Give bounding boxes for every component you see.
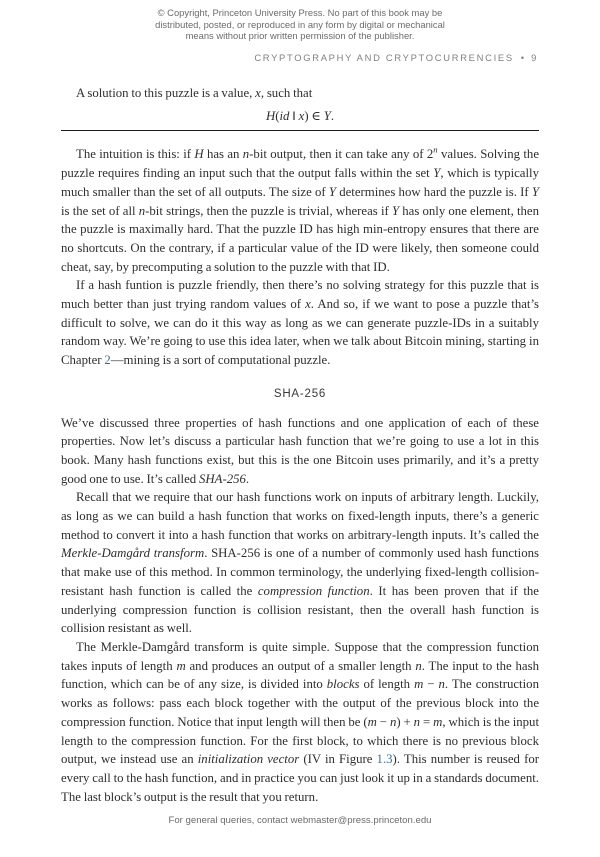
text-run: . The input to the hash function, which can be of any size, is divided into — [61, 658, 539, 692]
page-number: 9 — [531, 52, 538, 63]
text-run: of length — [359, 677, 415, 692]
text-run: , such that — [260, 86, 313, 100]
text-run: id — [279, 108, 290, 123]
text-run: n — [433, 145, 438, 156]
text-run: . — [330, 108, 335, 123]
text-run: − — [423, 677, 439, 692]
text-run: = — [420, 714, 434, 729]
text-run: compression function — [257, 583, 370, 598]
horizontal-rule — [61, 130, 539, 131]
text-run: A solution to this puzzle is a value, — [76, 86, 256, 100]
text-run: n — [389, 714, 397, 729]
math-formula — [61, 107, 539, 126]
text-run: initialization vector — [197, 752, 300, 767]
text-run: , which is typically much smaller than the set of all outputs. The size of — [61, 166, 539, 199]
text-run: has only one element, then the puzzle is maximally hard. That the puzzle ID has high min-entropy ensures that there are no shortcuts. On the contrary, if a particular value of the ID were likely, then someone could cheat, say, by precomputing a solution to the puzzle with that ID. — [61, 203, 539, 274]
text-run: m — [367, 714, 377, 729]
paragraph — [61, 276, 539, 370]
running-head-title: CRYPTOGRAPHY AND CRYPTOCURRENCIES — [254, 52, 514, 63]
text-run: m — [176, 658, 186, 673]
text-run: Y — [531, 184, 539, 199]
text-run: (IV in Figure — [299, 752, 377, 767]
paragraphs-before-heading — [61, 145, 539, 369]
paragraph — [61, 414, 539, 489]
text-run: ) + — [396, 714, 414, 729]
text-run: m — [414, 677, 424, 692]
text-run: , which is the input length to the compression function. For the first block, to which there is no previous block output, we instead use an — [61, 714, 539, 767]
text-run: values. Solving the puzzle requires finding an input such that the output falls within the set — [61, 147, 539, 181]
text-run: . And so, if we want to pose a puzzle that’s difficult to solve, we can do it this way as long as we can generate puzzle-IDs in a suitably random way. We’re going to use this idea later, when we talk about Bitcoin mining, starting in Chapter — [61, 297, 539, 368]
paragraph — [61, 488, 539, 638]
text-run: . The construction works as follows: pass each block together with the output of the previous block into the compression function. Notice that input length will then be ( — [61, 677, 539, 729]
copyright-line-2: distributed, posted, or reproduced in any form by digital or mechanical — [155, 18, 445, 30]
text-run: m — [433, 714, 443, 729]
text-run: H — [194, 147, 204, 162]
text-run: ). This number is reused for every call to the hash function, and in practice you can just look it up in a standards document. The last block’s output is the result that you return. — [61, 752, 539, 804]
text-run: The Merkle-Damgård transform is quite simple. Suppose that the compression function takes inputs of length — [61, 639, 539, 673]
text-run: n — [242, 147, 250, 162]
text-run: Y — [323, 108, 331, 123]
text-run: is the set of all — [61, 203, 139, 218]
page-footer: For general queries, contact webmaster@press.princeton.edu — [168, 815, 432, 826]
text-run: -bit output, then it can take any of 2 — [249, 147, 434, 162]
text-run: n — [438, 677, 445, 692]
text-run: n — [413, 714, 421, 729]
copyright-notice — [0, 7, 600, 42]
text-run: Merkle-Damgård transform — [61, 546, 205, 561]
paragraph — [61, 638, 539, 806]
text-run: x — [255, 86, 261, 100]
text-run: Y — [328, 184, 336, 199]
copyright-line-1: © Copyright, Princeton University Press. No part of this book may be — [157, 7, 443, 18]
text-run: Y — [391, 203, 400, 218]
text-run: . — [245, 471, 250, 486]
text-run: − — [376, 714, 390, 729]
text-run: . SHA-256 is one of a number of commonly used hash functions that make use of this method. In common terminology, the underlying fixed-length collision-resistant hash function is called the — [61, 546, 539, 598]
text-run: has an — [203, 147, 243, 162]
text-run: x — [305, 297, 311, 312]
text-run: ( — [275, 108, 280, 123]
text-run: ‖ — [289, 108, 299, 123]
cross-reference-link[interactable]: 2 — [104, 353, 111, 368]
body-text — [61, 84, 539, 806]
section-heading: SHA-256 — [273, 387, 327, 400]
text-run: . It has been proven that if the underlying compression function is collision resistant, then the overall hash function is collision resistant as well. — [61, 583, 539, 636]
text-run: and produces an output of a smaller length — [185, 658, 416, 673]
text-run: x — [298, 108, 305, 123]
paragraph — [61, 145, 539, 276]
text-run: n — [415, 658, 422, 673]
text-run: —mining is a sort of computational puzzle. — [110, 353, 331, 368]
bullet-separator: • — [520, 52, 525, 63]
text-run: determines how hard the puzzle is. If — [335, 184, 532, 199]
text-run: If a hash funtion is puzzle friendly, then there’s no solving strategy for this puzzle that is much better than just trying random values of — [61, 278, 539, 312]
paragraphs-after-heading — [61, 414, 539, 807]
text-run: n — [138, 203, 146, 218]
text-run: Recall that we require that our hash functions work on inputs of arbitrary length. Luckily, as long as we can build a hash function that works on fixed-length inputs, there’s a generic method to convert it into a hash function that works on arbitrary-length inputs. It’s called the — [61, 490, 539, 542]
text-run: H — [265, 108, 276, 123]
intro-line — [61, 84, 539, 103]
text-run: We’ve discussed three properties of hash functions and one application of each of these properties. Now let’s discuss a particular hash function that we’re going to use a lot in this book. Many hash functions exist, but this is the one Bitcoin uses primarily, and it’s a pretty good one to use. It’s called — [61, 415, 539, 486]
text-run: SHA-256 — [198, 471, 246, 486]
text-run: Y — [433, 166, 441, 181]
running-head — [254, 52, 538, 63]
text-run: blocks — [326, 677, 360, 692]
text-run: -bit strings, then the puzzle is trivial, whereas if — [145, 203, 392, 218]
text-run: ) ∈ — [304, 108, 324, 123]
text-run: The intuition is this: if — [76, 147, 195, 162]
copyright-line-3: means without prior written permission of the publisher. — [185, 30, 415, 42]
cross-reference-link[interactable]: 1.3 — [376, 752, 393, 767]
